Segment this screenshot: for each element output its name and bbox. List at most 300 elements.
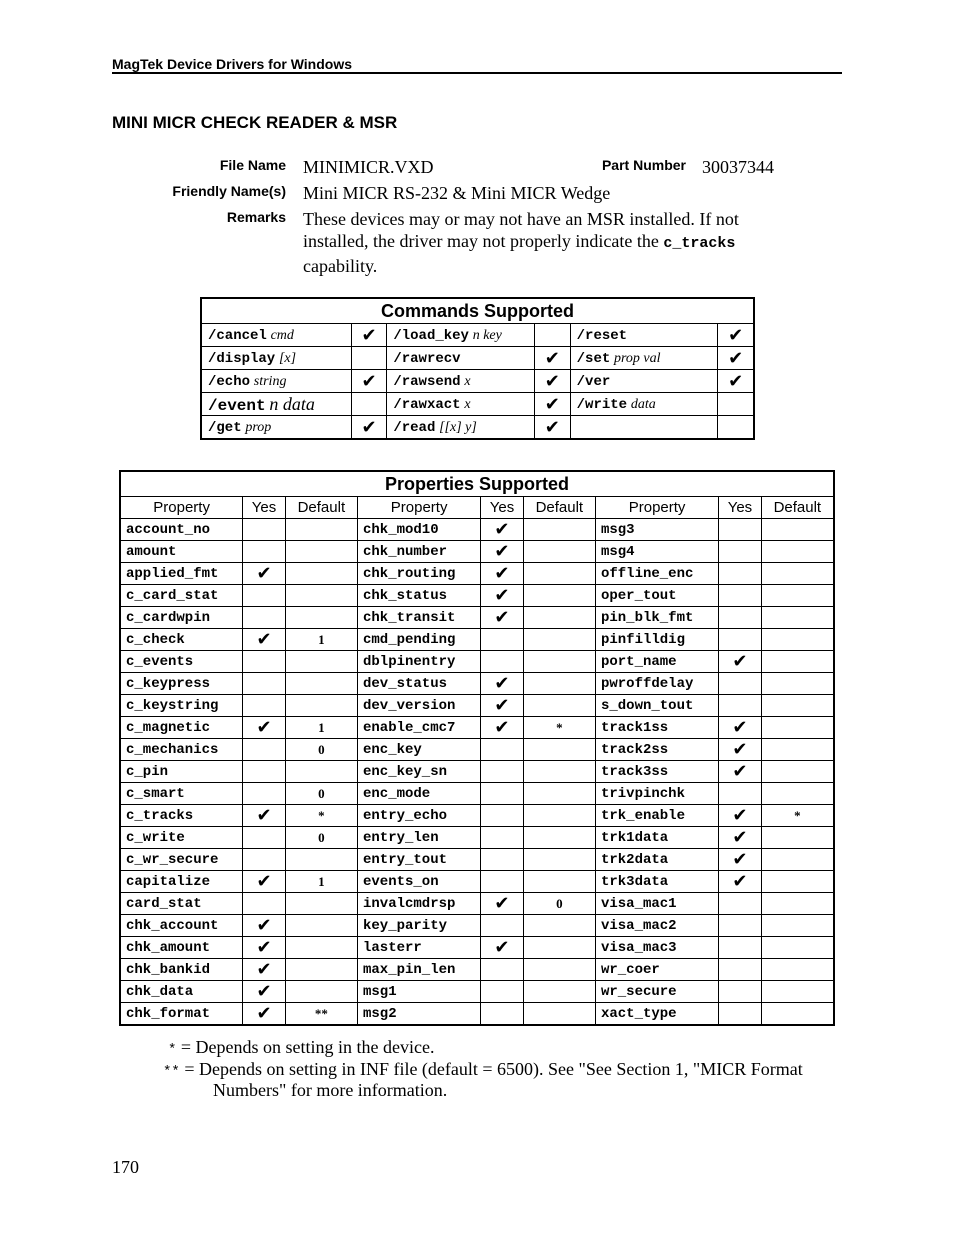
default-value bbox=[523, 915, 595, 937]
command-argument: string bbox=[253, 373, 287, 389]
command-cell bbox=[387, 370, 535, 393]
default-value bbox=[523, 849, 595, 871]
property-name: track1ss bbox=[595, 717, 718, 739]
property-name: c_cardwpin bbox=[120, 607, 243, 629]
property-name: c_keystring bbox=[120, 695, 243, 717]
yes-check bbox=[481, 805, 523, 827]
commands-title: Commands Supported bbox=[201, 298, 754, 324]
footnote-2-symbol: ** bbox=[163, 1064, 180, 1080]
command-row bbox=[201, 393, 754, 416]
command-supported-check: ✔ bbox=[535, 347, 571, 370]
footnote-2-continued: Numbers" for more information. bbox=[213, 1080, 448, 1100]
command-argument: cmd bbox=[270, 327, 294, 343]
default-value: 1 bbox=[285, 717, 357, 739]
property-name: c_write bbox=[120, 827, 243, 849]
default-value bbox=[761, 673, 834, 695]
yes-check bbox=[719, 607, 761, 629]
property-name: c_events bbox=[120, 651, 243, 673]
command-supported-check: ✔ bbox=[351, 416, 387, 440]
property-name: track3ss bbox=[595, 761, 718, 783]
property-name: key_parity bbox=[358, 915, 481, 937]
yes-check bbox=[243, 893, 285, 915]
properties-body bbox=[120, 519, 834, 1026]
property-name: trk2data bbox=[595, 849, 718, 871]
property-name: visa_mac2 bbox=[595, 915, 718, 937]
yes-check bbox=[243, 761, 285, 783]
table-row bbox=[120, 563, 834, 585]
command-cell bbox=[570, 393, 718, 416]
default-value bbox=[761, 915, 834, 937]
command-name: /ver bbox=[576, 373, 611, 390]
yes-check: ✔ bbox=[481, 893, 523, 915]
commands-table bbox=[200, 297, 755, 440]
property-name: c_mechanics bbox=[120, 739, 243, 761]
command-name: /load_key bbox=[393, 327, 469, 344]
footnote-1-text: = Depends on setting in the device. bbox=[180, 1037, 435, 1057]
command-name: /reset bbox=[576, 327, 628, 344]
command-name: /write bbox=[576, 396, 628, 413]
table-row bbox=[120, 519, 834, 541]
property-name: applied_fmt bbox=[120, 563, 243, 585]
property-name: chk_amount bbox=[120, 937, 243, 959]
default-value bbox=[523, 871, 595, 893]
command-supported-check: ✔ bbox=[535, 393, 571, 416]
property-name: pwroffdelay bbox=[595, 673, 718, 695]
yes-check bbox=[719, 585, 761, 607]
yes-check bbox=[481, 871, 523, 893]
command-argument: [[x] y] bbox=[439, 419, 477, 435]
command-argument: n data bbox=[269, 393, 315, 414]
commands-body bbox=[201, 324, 754, 440]
default-value bbox=[761, 651, 834, 673]
table-row bbox=[120, 541, 834, 563]
part-number-value: 30037344 bbox=[702, 157, 774, 177]
command-cell bbox=[201, 393, 351, 416]
page-number: 170 bbox=[112, 1157, 139, 1177]
footnote-2-text: = Depends on setting in INF file (default = 6500). See "See Section 1, "MICR Format bbox=[184, 1059, 803, 1079]
yes-check bbox=[719, 541, 761, 563]
friendly-name-label: Friendly Name(s) bbox=[172, 183, 286, 199]
yes-check bbox=[243, 783, 285, 805]
column-header: Yes bbox=[719, 497, 761, 519]
property-name: chk_number bbox=[358, 541, 481, 563]
default-value bbox=[523, 805, 595, 827]
command-row bbox=[201, 416, 754, 440]
default-value: * bbox=[523, 717, 595, 739]
table-row bbox=[120, 849, 834, 871]
table-row bbox=[120, 959, 834, 981]
command-supported-check: ✔ bbox=[351, 324, 387, 347]
default-value: 0 bbox=[285, 783, 357, 805]
yes-check: ✔ bbox=[243, 959, 285, 981]
yes-check bbox=[243, 541, 285, 563]
command-name: /rawxact bbox=[393, 396, 461, 413]
page-header: MagTek Device Drivers for Windows bbox=[112, 56, 842, 74]
property-name: events_on bbox=[358, 871, 481, 893]
column-header: Property bbox=[358, 497, 481, 519]
table-row bbox=[120, 761, 834, 783]
default-value bbox=[523, 959, 595, 981]
yes-check bbox=[481, 761, 523, 783]
yes-check bbox=[481, 959, 523, 981]
command-cell bbox=[570, 416, 718, 440]
yes-check bbox=[719, 1003, 761, 1026]
property-name: pin_blk_fmt bbox=[595, 607, 718, 629]
property-name: card_stat bbox=[120, 893, 243, 915]
yes-check: ✔ bbox=[719, 651, 761, 673]
default-value bbox=[285, 585, 357, 607]
yes-check bbox=[719, 981, 761, 1003]
command-cell bbox=[387, 347, 535, 370]
default-value: ** bbox=[285, 1003, 357, 1026]
yes-check bbox=[481, 915, 523, 937]
command-cell bbox=[570, 347, 718, 370]
command-supported-check: ✔ bbox=[718, 324, 754, 347]
property-name: wr_secure bbox=[595, 981, 718, 1003]
command-name: /set bbox=[576, 350, 611, 367]
yes-check: ✔ bbox=[481, 585, 523, 607]
properties-table bbox=[119, 470, 835, 1026]
table-row bbox=[120, 673, 834, 695]
property-name: chk_routing bbox=[358, 563, 481, 585]
command-name: /get bbox=[208, 419, 242, 436]
file-name-value: MINIMICR.VXD bbox=[303, 157, 434, 177]
yes-check: ✔ bbox=[243, 717, 285, 739]
remarks-label: Remarks bbox=[226, 209, 286, 225]
default-value bbox=[285, 541, 357, 563]
properties-title: Properties Supported bbox=[120, 471, 834, 497]
command-supported-check bbox=[718, 416, 754, 440]
command-row bbox=[201, 324, 754, 347]
default-value bbox=[761, 937, 834, 959]
yes-check bbox=[481, 981, 523, 1003]
yes-check bbox=[719, 563, 761, 585]
property-name: account_no bbox=[120, 519, 243, 541]
property-name: oper_tout bbox=[595, 585, 718, 607]
yes-check: ✔ bbox=[481, 607, 523, 629]
remarks-code: c_tracks bbox=[663, 235, 736, 252]
property-name: trk_enable bbox=[595, 805, 718, 827]
default-value bbox=[761, 761, 834, 783]
section-title: MINI MICR CHECK READER & MSR bbox=[112, 113, 398, 132]
default-value bbox=[285, 981, 357, 1003]
yes-check: ✔ bbox=[481, 563, 523, 585]
property-name: dblpinentry bbox=[358, 651, 481, 673]
property-name: dev_version bbox=[358, 695, 481, 717]
default-value bbox=[285, 937, 357, 959]
column-header: Default bbox=[761, 497, 834, 519]
default-value bbox=[523, 739, 595, 761]
yes-check: ✔ bbox=[719, 739, 761, 761]
default-value bbox=[761, 717, 834, 739]
command-supported-check bbox=[351, 347, 387, 370]
table-row bbox=[120, 1003, 834, 1026]
remarks-line-1: These devices may or may not have an MSR installed. If not bbox=[303, 209, 739, 229]
default-value bbox=[523, 783, 595, 805]
yes-check: ✔ bbox=[719, 827, 761, 849]
default-value bbox=[285, 893, 357, 915]
yes-check: ✔ bbox=[481, 695, 523, 717]
default-value: 0 bbox=[285, 827, 357, 849]
table-row bbox=[120, 695, 834, 717]
command-argument: x bbox=[464, 396, 471, 412]
table-row bbox=[120, 783, 834, 805]
remarks-line-3: capability. bbox=[303, 256, 378, 276]
yes-check: ✔ bbox=[243, 871, 285, 893]
part-number-label: Part Number bbox=[601, 157, 686, 173]
table-row bbox=[120, 893, 834, 915]
property-name: s_down_tout bbox=[595, 695, 718, 717]
yes-check bbox=[243, 607, 285, 629]
property-name: c_check bbox=[120, 629, 243, 651]
command-cell bbox=[201, 416, 351, 440]
property-name: msg2 bbox=[358, 1003, 481, 1026]
default-value bbox=[761, 607, 834, 629]
property-name: chk_mod10 bbox=[358, 519, 481, 541]
default-value bbox=[285, 607, 357, 629]
default-value bbox=[523, 563, 595, 585]
yes-check: ✔ bbox=[243, 629, 285, 651]
property-name: dev_status bbox=[358, 673, 481, 695]
yes-check: ✔ bbox=[719, 849, 761, 871]
property-name: c_wr_secure bbox=[120, 849, 243, 871]
command-supported-check: ✔ bbox=[718, 347, 754, 370]
table-row bbox=[120, 981, 834, 1003]
property-name: offline_enc bbox=[595, 563, 718, 585]
yes-check bbox=[719, 783, 761, 805]
property-name: chk_data bbox=[120, 981, 243, 1003]
property-name: wr_coer bbox=[595, 959, 718, 981]
default-value bbox=[761, 827, 834, 849]
property-name: track2ss bbox=[595, 739, 718, 761]
property-name: enable_cmc7 bbox=[358, 717, 481, 739]
default-value bbox=[761, 783, 834, 805]
column-header: Property bbox=[120, 497, 243, 519]
default-value bbox=[285, 959, 357, 981]
default-value bbox=[285, 761, 357, 783]
default-value bbox=[761, 585, 834, 607]
remarks-text bbox=[303, 208, 843, 277]
yes-check bbox=[719, 695, 761, 717]
default-value bbox=[523, 827, 595, 849]
yes-check: ✔ bbox=[243, 981, 285, 1003]
command-name: /rawrecv bbox=[393, 350, 461, 367]
command-supported-check: ✔ bbox=[718, 370, 754, 393]
default-value bbox=[285, 915, 357, 937]
command-name: /read bbox=[393, 419, 436, 436]
command-supported-check bbox=[535, 324, 571, 347]
command-supported-check: ✔ bbox=[535, 416, 571, 440]
yes-check bbox=[243, 695, 285, 717]
table-row bbox=[120, 871, 834, 893]
default-value bbox=[761, 629, 834, 651]
property-name: enc_key bbox=[358, 739, 481, 761]
yes-check bbox=[481, 827, 523, 849]
yes-check bbox=[243, 519, 285, 541]
command-name: /rawsend bbox=[393, 373, 461, 390]
property-name: c_tracks bbox=[120, 805, 243, 827]
footnote-1-symbol: * bbox=[168, 1042, 177, 1058]
default-value bbox=[761, 739, 834, 761]
property-name: chk_status bbox=[358, 585, 481, 607]
default-value bbox=[761, 563, 834, 585]
friendly-name-value: Mini MICR RS-232 & Mini MICR Wedge bbox=[303, 183, 611, 203]
yes-check bbox=[481, 783, 523, 805]
default-value bbox=[285, 563, 357, 585]
column-header: Default bbox=[285, 497, 357, 519]
yes-check: ✔ bbox=[481, 673, 523, 695]
yes-check: ✔ bbox=[719, 717, 761, 739]
default-value bbox=[761, 1003, 834, 1026]
remarks-line-2-text: installed, the driver may not properly indicate the bbox=[303, 231, 659, 251]
default-value bbox=[285, 849, 357, 871]
column-header: Yes bbox=[481, 497, 523, 519]
command-cell bbox=[201, 370, 351, 393]
default-value bbox=[523, 1003, 595, 1026]
property-name: xact_type bbox=[595, 1003, 718, 1026]
property-name: enc_key_sn bbox=[358, 761, 481, 783]
command-supported-check bbox=[718, 393, 754, 416]
yes-check bbox=[719, 629, 761, 651]
property-name: entry_echo bbox=[358, 805, 481, 827]
yes-check bbox=[243, 739, 285, 761]
command-cell bbox=[201, 347, 351, 370]
yes-check: ✔ bbox=[481, 541, 523, 563]
table-row bbox=[120, 739, 834, 761]
yes-check: ✔ bbox=[243, 937, 285, 959]
column-header: Default bbox=[523, 497, 595, 519]
property-name: msg1 bbox=[358, 981, 481, 1003]
default-value bbox=[761, 695, 834, 717]
yes-check bbox=[481, 651, 523, 673]
property-name: capitalize bbox=[120, 871, 243, 893]
default-value bbox=[761, 849, 834, 871]
property-name: chk_account bbox=[120, 915, 243, 937]
table-row bbox=[120, 937, 834, 959]
table-row bbox=[120, 585, 834, 607]
column-header: Yes bbox=[243, 497, 285, 519]
property-name: c_magnetic bbox=[120, 717, 243, 739]
yes-check: ✔ bbox=[481, 519, 523, 541]
command-cell bbox=[387, 393, 535, 416]
yes-check bbox=[719, 893, 761, 915]
yes-check bbox=[719, 959, 761, 981]
default-value bbox=[285, 651, 357, 673]
property-name: cmd_pending bbox=[358, 629, 481, 651]
property-name: c_card_stat bbox=[120, 585, 243, 607]
yes-check: ✔ bbox=[719, 805, 761, 827]
table-row bbox=[120, 915, 834, 937]
command-cell bbox=[570, 370, 718, 393]
default-value bbox=[523, 937, 595, 959]
property-name: invalcmdrsp bbox=[358, 893, 481, 915]
default-value bbox=[523, 651, 595, 673]
property-name: msg3 bbox=[595, 519, 718, 541]
yes-check: ✔ bbox=[481, 937, 523, 959]
yes-check bbox=[243, 827, 285, 849]
default-value: * bbox=[285, 805, 357, 827]
command-argument: prop bbox=[245, 419, 272, 435]
property-name: msg4 bbox=[595, 541, 718, 563]
column-header: Property bbox=[595, 497, 718, 519]
property-name: trk3data bbox=[595, 871, 718, 893]
default-value bbox=[523, 981, 595, 1003]
property-name: amount bbox=[120, 541, 243, 563]
command-argument: data bbox=[630, 396, 656, 412]
default-value bbox=[761, 519, 834, 541]
yes-check: ✔ bbox=[243, 563, 285, 585]
property-name: lasterr bbox=[358, 937, 481, 959]
command-row bbox=[201, 370, 754, 393]
yes-check bbox=[719, 937, 761, 959]
table-row bbox=[120, 607, 834, 629]
default-value bbox=[285, 673, 357, 695]
command-cell bbox=[201, 324, 351, 347]
default-value: 0 bbox=[285, 739, 357, 761]
yes-check bbox=[243, 673, 285, 695]
yes-check bbox=[481, 849, 523, 871]
property-name: chk_bankid bbox=[120, 959, 243, 981]
command-name: /echo bbox=[208, 373, 251, 390]
command-row bbox=[201, 347, 754, 370]
yes-check: ✔ bbox=[243, 1003, 285, 1026]
property-name: trk1data bbox=[595, 827, 718, 849]
default-value bbox=[285, 695, 357, 717]
default-value: * bbox=[761, 805, 834, 827]
default-value bbox=[285, 519, 357, 541]
properties-header-row bbox=[120, 497, 834, 519]
property-name: c_pin bbox=[120, 761, 243, 783]
default-value bbox=[523, 695, 595, 717]
table-row bbox=[120, 629, 834, 651]
command-argument: x bbox=[464, 373, 471, 389]
command-cell bbox=[387, 324, 535, 347]
yes-check: ✔ bbox=[243, 915, 285, 937]
yes-check bbox=[243, 585, 285, 607]
table-row bbox=[120, 827, 834, 849]
property-name: chk_transit bbox=[358, 607, 481, 629]
remarks-line-2 bbox=[303, 230, 843, 255]
yes-check bbox=[481, 1003, 523, 1026]
default-value bbox=[761, 541, 834, 563]
property-name: visa_mac1 bbox=[595, 893, 718, 915]
command-name: /cancel bbox=[208, 327, 267, 344]
command-supported-check: ✔ bbox=[351, 370, 387, 393]
property-name: port_name bbox=[595, 651, 718, 673]
property-name: entry_tout bbox=[358, 849, 481, 871]
yes-check: ✔ bbox=[719, 871, 761, 893]
yes-check bbox=[719, 519, 761, 541]
property-name: chk_format bbox=[120, 1003, 243, 1026]
property-name: c_keypress bbox=[120, 673, 243, 695]
default-value bbox=[523, 629, 595, 651]
command-cell bbox=[570, 324, 718, 347]
command-supported-check: ✔ bbox=[535, 370, 571, 393]
yes-check bbox=[481, 739, 523, 761]
command-argument: [x] bbox=[278, 350, 297, 366]
command-supported-check bbox=[351, 393, 387, 416]
default-value: 0 bbox=[523, 893, 595, 915]
default-value bbox=[523, 519, 595, 541]
yes-check bbox=[243, 651, 285, 673]
default-value bbox=[761, 871, 834, 893]
default-value bbox=[523, 673, 595, 695]
property-name: c_smart bbox=[120, 783, 243, 805]
yes-check bbox=[481, 629, 523, 651]
default-value bbox=[523, 761, 595, 783]
table-row bbox=[120, 717, 834, 739]
yes-check bbox=[243, 849, 285, 871]
